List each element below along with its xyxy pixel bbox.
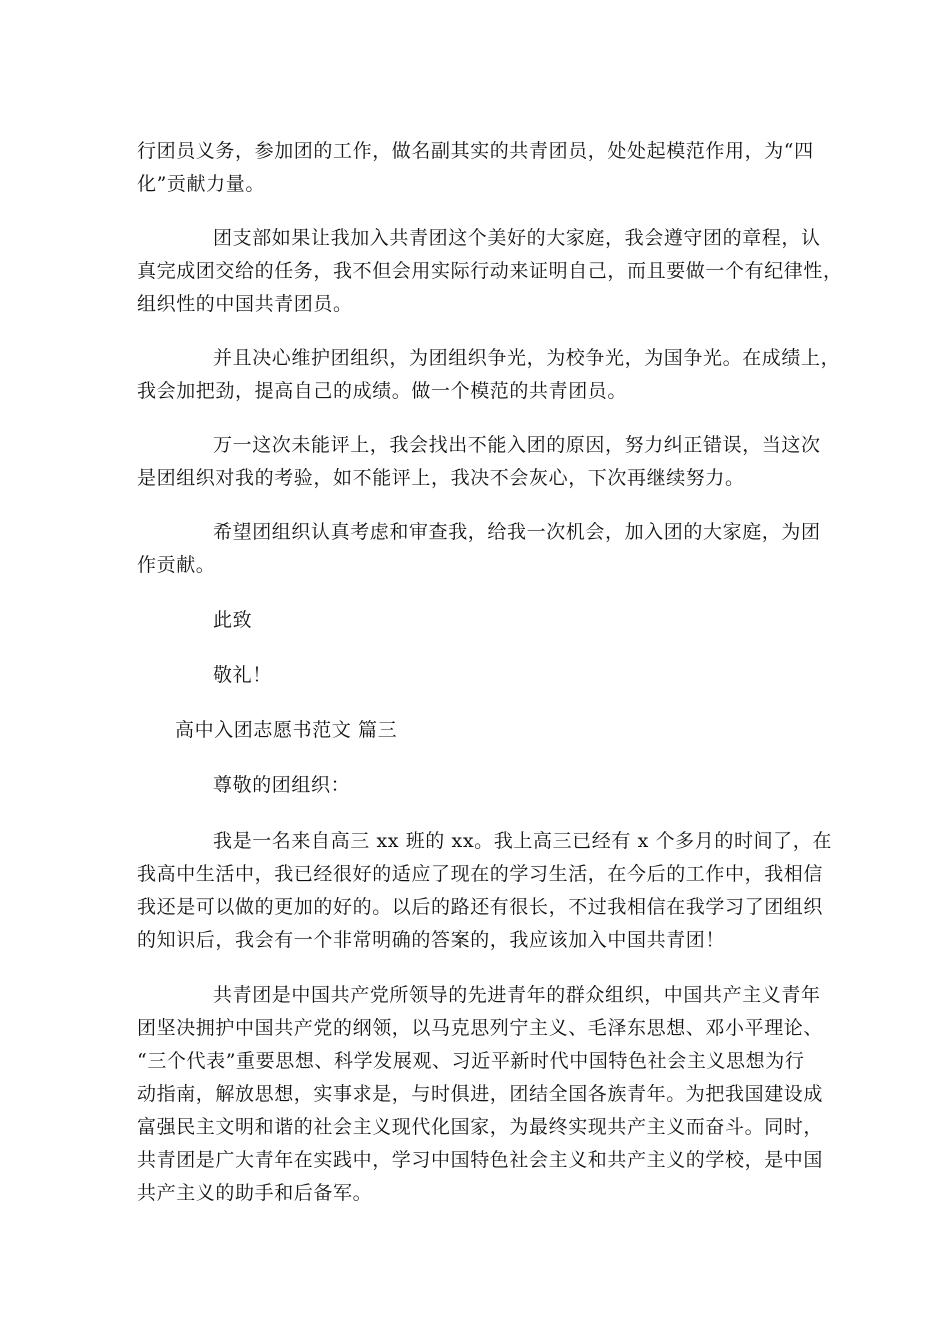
paragraph-1-line-1: 行团员义务，参加团的工作，做名副其实的共青团员，处处起模范作用，为“四 bbox=[137, 140, 814, 162]
paragraph-6-line-3: 我还是可以做的更加的好的。以后的路还有很长，不过我相信在我学习了团组织 bbox=[137, 896, 824, 918]
paragraph-6-line-1: 我是一名来自高三 xx 班的 xx。我上高三已经有 x 个多月的时间了，在 bbox=[213, 830, 832, 852]
paragraph-2-line-3: 组织性的中国共青团员。 bbox=[137, 293, 353, 315]
closing-regards: 此致 bbox=[213, 609, 253, 631]
paragraph-5-line-1: 希望团组织认真考虑和审查我，给我一次机会，加入团的大家庭，为团 bbox=[213, 521, 821, 543]
paragraph-7-line-6: 共青团是广大青年在实践中，学习中国特色社会主义和共产主义的学校，是中国 bbox=[137, 1149, 824, 1171]
paragraph-7-line-1: 共青团是中国共产党所领导的先进青年的群众组织，中国共产主义青年 bbox=[213, 984, 821, 1006]
paragraph-4-line-2: 是团组织对我的考验，如不能评上，我决不会灰心，下次再继续努力。 bbox=[137, 467, 745, 489]
closing-salute: 敬礼！ bbox=[213, 664, 272, 686]
paragraph-7-line-4: 动指南，解放思想，实事求是，与时俱进，团结全国各族青年。为把我国建设成 bbox=[137, 1083, 824, 1105]
section-heading: 高中入团志愿书范文 篇三 bbox=[175, 719, 398, 741]
paragraph-6-line-4: 的知识后，我会有一个非常明确的答案的，我应该加入中国共青团！ bbox=[137, 929, 726, 951]
paragraph-7-line-7: 共产主义的助手和后备军。 bbox=[137, 1182, 373, 1204]
paragraph-3-line-2: 我会加把劲，提高自己的成绩。做一个模范的共青团员。 bbox=[137, 380, 628, 402]
paragraph-4-line-1: 万一这次未能评上，我会找出不能入团的原因，努力纠正错误，当这次 bbox=[213, 434, 821, 456]
paragraph-7-line-2: 团坚决拥护中国共产党的纲领，以马克思列宁主义、毛泽东思想、邓小平理论、 bbox=[137, 1017, 824, 1039]
paragraph-1-line-2: 化”贡献力量。 bbox=[137, 173, 265, 195]
paragraph-7-line-5: 富强民主文明和谐的社会主义现代化国家，为最终实现共产主义而奋斗。同时， bbox=[137, 1116, 824, 1138]
paragraph-3-line-1: 并且决心维护团组织，为团组织争光，为校争光，为国争光。在成绩上， bbox=[213, 347, 841, 369]
paragraph-5-line-2: 作贡献。 bbox=[137, 554, 216, 576]
paragraph-6-line-2: 我高中生活中，我已经很好的适应了现在的学习生活，在今后的工作中，我相信 bbox=[137, 863, 824, 885]
paragraph-2-line-2: 真完成团交给的任务，我不但会用实际行动来证明自己，而且要做一个有纪律性， bbox=[137, 260, 843, 282]
paragraph-7-line-3: “三个代表”重要思想、科学发展观、习近平新时代中国特色社会主义思想为行 bbox=[137, 1050, 805, 1072]
paragraph-2-line-1: 团支部如果让我加入共青团这个美好的大家庭，我会遵守团的章程，认 bbox=[213, 227, 821, 249]
salutation: 尊敬的团组织： bbox=[213, 774, 351, 796]
